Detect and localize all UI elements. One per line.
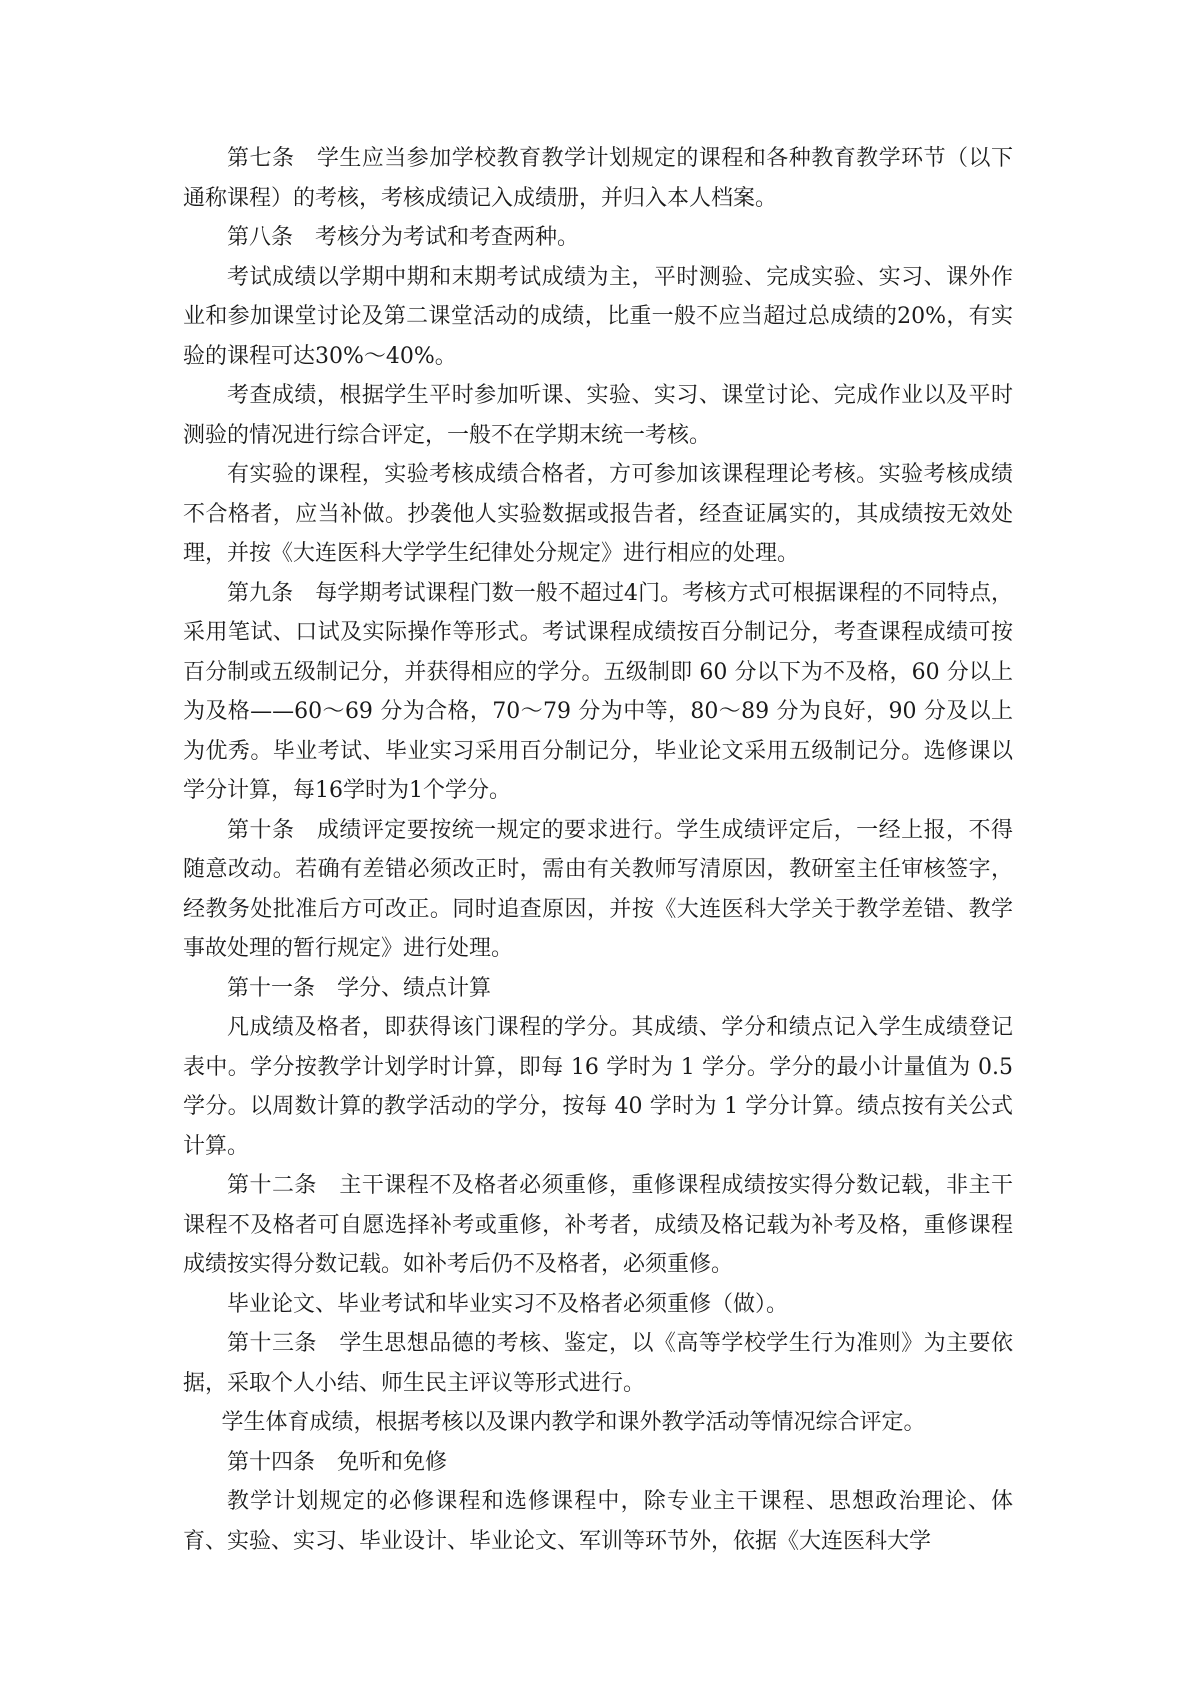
paragraph-exemption: 教学计划规定的必修课程和选修课程中，除专业主干课程、思想政治理论、体育、实验、实习、毕业设计、毕业论文、军训等环节外，依据《大连医科大学 [183,1489,1013,1554]
paragraph-credit-calc: 凡成绩及格者，即获得该门课程的学分。其成绩、学分和绩点记入学生成绩登记表中。学分按教学计划学时计算，即每 16 学时为 1 学分。学分的最小计量值为 0.5 学分。以周数计算的教学活动的学分，按每 40 学时为 1 学分计算。绩点按有关公式计算。 [183,1015,1013,1159]
paragraph-graduation-retake: 毕业论文、毕业考试和毕业实习不及格者必须重修（做）。 [227,1291,789,1317]
paragraph-article-14: 第十四条 免听和免修 [227,1449,448,1475]
paragraph-check-score: 考查成绩，根据学生平时参加听课、实验、实习、课堂讨论、完成作业以及平时测验的情况进行综合评定，一般不在学期末统一考核。 [183,383,1013,448]
paragraph-article-10: 第十条 成绩评定要按统一规定的要求进行。学生成绩评定后，一经上报，不得随意改动。若确有差错必须改正时，需由有关教师写清原因，教研室主任审核签字，经教务处批准后方可改正。同时追查原因，并按《大连医科大学关于教学差错、教学事故处理的暂行规定》进行处理。 [183,817,1013,961]
document-body [183,139,1013,1561]
paragraph-pe-score: 学生体育成绩，根据考核以及课内教学和课外教学活动等情况综合评定。 [221,1410,926,1435]
paragraph-article-12: 第十二条 主干课程不及格者必须重修，重修课程成绩按实得分数记载，非主干课程不及格者可自愿选择补考或重修，补考者，成绩及格记载为补考及格，重修课程成绩按实得分数记载。如补考后仍不及格者，必须重修。 [183,1173,1013,1277]
paragraph-article-13: 第十三条 学生思想品德的考核、鉴定，以《高等学校学生行为准则》为主要依据，采取个人小结、师生民主评议等形式进行。 [183,1331,1013,1396]
paragraph-lab-courses: 有实验的课程，实验考核成绩合格者，方可参加该课程理论考核。实验考核成绩不合格者，应当补做。抄袭他人实验数据或报告者，经查证属实的，其成绩按无效处理，并按《大连医科大学学生纪律处分规定》进行相应的处理。 [183,462,1013,566]
paragraph-article-11: 第十一条 学分、绩点计算 [227,975,492,1001]
paragraph-article-8: 第八条 考核分为考试和考查两种。 [227,225,580,250]
paragraph-article-7: 第七条 学生应当参加学校教育教学计划规定的课程和各种教育教学环节（以下通称课程）的考核，考核成绩记入成绩册，并归入本人档案。 [183,146,1013,211]
paragraph-article-9: 第九条 每学期考试课程门数一般不超过4门。考核方式可根据课程的不同特点，采用笔试、口试及实际操作等形式。考试课程成绩按百分制记分，考查课程成绩可按百分制或五级制记分，并获得相应的学分。五级制即 60 分以下为不及格，60 分以上为及格——60～69 分为合格，70～79 分为中等，80～89 分为良好，90 分及以上为优秀。毕业考试、毕业实习采用百分制记分，毕业论文采用五级制记分。选修课以学分计算，每16学时为1个学分。 [183,580,1013,803]
paragraph-exam-score: 考试成绩以学期中期和末期考试成绩为主，平时测验、完成实验、实习、课外作业和参加课堂讨论及第二课堂活动的成绩，比重一般不应当超过总成绩的20%，有实验的课程可达30%～40%。 [183,264,1013,369]
